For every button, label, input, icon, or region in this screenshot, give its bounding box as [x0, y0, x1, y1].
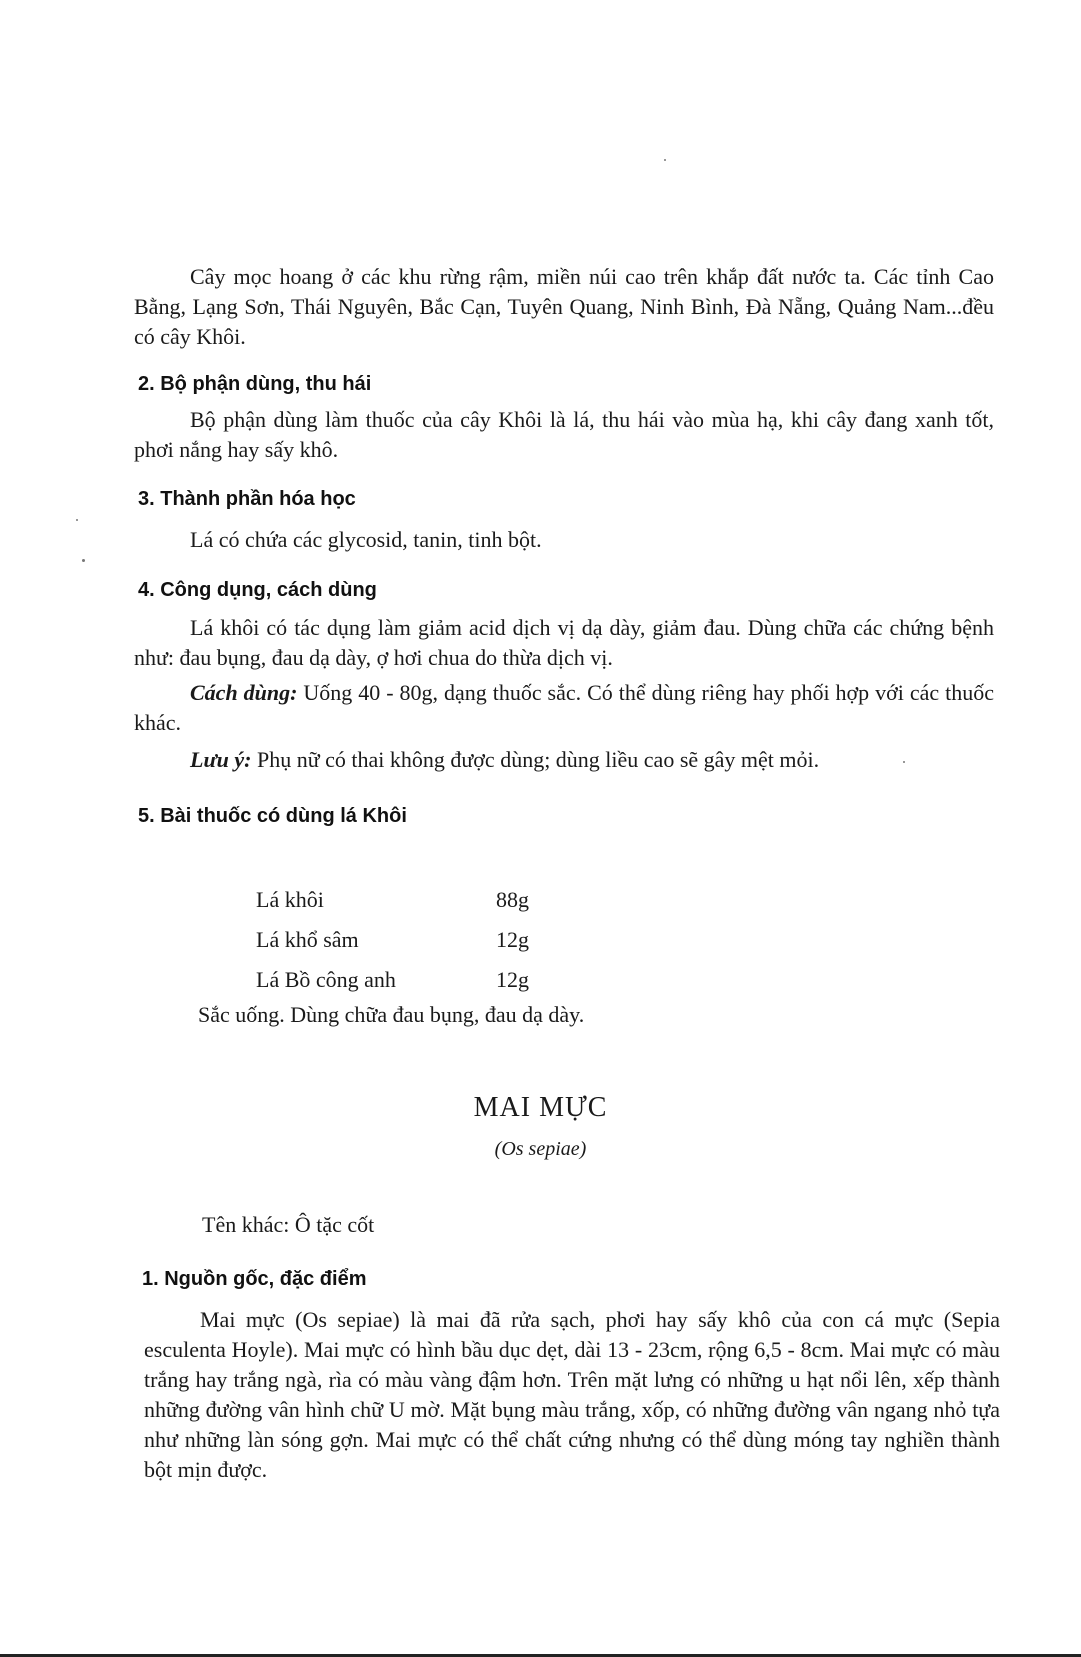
scan-speck [664, 159, 666, 161]
mai-muc-title: MAI MỰC [473, 1092, 608, 1123]
usage-paragraph [134, 678, 994, 738]
note-label: Lưu ý: [190, 747, 252, 772]
origin-heading: 1. Nguồn gốc, đặc điểm [142, 1268, 367, 1290]
ingredient-amount: 88g [496, 887, 529, 912]
mai-muc-latin-name: (Os sepiae) [494, 1138, 587, 1160]
note-text: Phụ nữ có thai không được dùng; dùng liều cao sẽ gây mệt mỏi. [251, 747, 820, 772]
ingredient-name: Lá khổ sâm [256, 927, 359, 952]
scan-speck [76, 519, 78, 521]
section-2-paragraph: Bộ phận dùng làm thuốc của cây Khôi là lá, thu hái vào mùa hạ, khi cây đang xanh tốt, phơi nắng hay sấy khô. [134, 407, 994, 462]
prescription-table [256, 880, 529, 1000]
usage-text: Uống 40 - 80g, dạng thuốc sắc. Có thể dùng riêng hay phối hợp với các thuốc khác. [134, 680, 994, 735]
ingredient-name: Lá Bồ công anh [256, 967, 396, 992]
section-3-paragraph: Lá có chứa các glycosid, tanin, tinh bột. [190, 527, 542, 552]
section-2-heading: 2. Bộ phận dùng, thu hái [138, 373, 372, 395]
other-name-line: Tên khác: Ô tặc cốt [202, 1212, 375, 1237]
prescription-row [256, 880, 529, 920]
section-5-heading: 5. Bài thuốc có dùng lá Khôi [138, 805, 407, 827]
ingredient-name: Lá khôi [256, 887, 324, 912]
ingredient-amount: 12g [496, 967, 529, 992]
intro-paragraph: Cây mọc hoang ở các khu rừng rậm, miền núi cao trên khắp đất nước ta. Các tỉnh Cao Bằng, Lạng Sơn, Thái Nguyên, Bắc Cạn, Tuyên Quang, Ninh Bình, Đà Nẵng, Quảng Nam...đều có cây Khôi. [134, 264, 994, 349]
prescription-row [256, 960, 529, 1000]
scan-speck [82, 559, 85, 562]
ingredient-amount: 12g [496, 927, 529, 952]
usage-label: Cách dùng: [190, 680, 298, 705]
origin-paragraph: Mai mực (Os sepiae) là mai đã rửa sạch, phơi hay sấy khô của con cá mực (Sepia esculenta Hoyle). Mai mực có hình bầu dục dẹt, dài 13 - 23cm, rộng 6,5 - 8cm. Mai mực có màu trắng hay trắng ngà, rìa có màu vàng đậm hơn. Trên mặt lưng có những u hạt nổi lên, xếp thành những đường vân hình chữ U mờ. Mặt bụng màu trắng, xốp, có những đường vân ngang nhỏ tựa như những làn sóng gợn. Mai mực có thể chất cứng nhưng có thể dùng móng tay nghiền thành bột mịn được. [144, 1307, 1000, 1482]
section-4-heading: 4. Công dụng, cách dùng [138, 579, 377, 601]
prescription-instruction: Sắc uống. Dùng chữa đau bụng, đau dạ dày. [198, 1002, 585, 1027]
prescription-row [256, 920, 529, 960]
scan-speck [903, 761, 905, 763]
section-4-paragraph: Lá khôi có tác dụng làm giảm acid dịch vị dạ dày, giảm đau. Dùng chữa các chứng bệnh như: đau bụng, đau dạ dày, ợ hơi chua do thừa dịch vị. [134, 615, 994, 670]
note-paragraph [134, 745, 994, 775]
section-3-heading: 3. Thành phần hóa học [138, 488, 356, 510]
